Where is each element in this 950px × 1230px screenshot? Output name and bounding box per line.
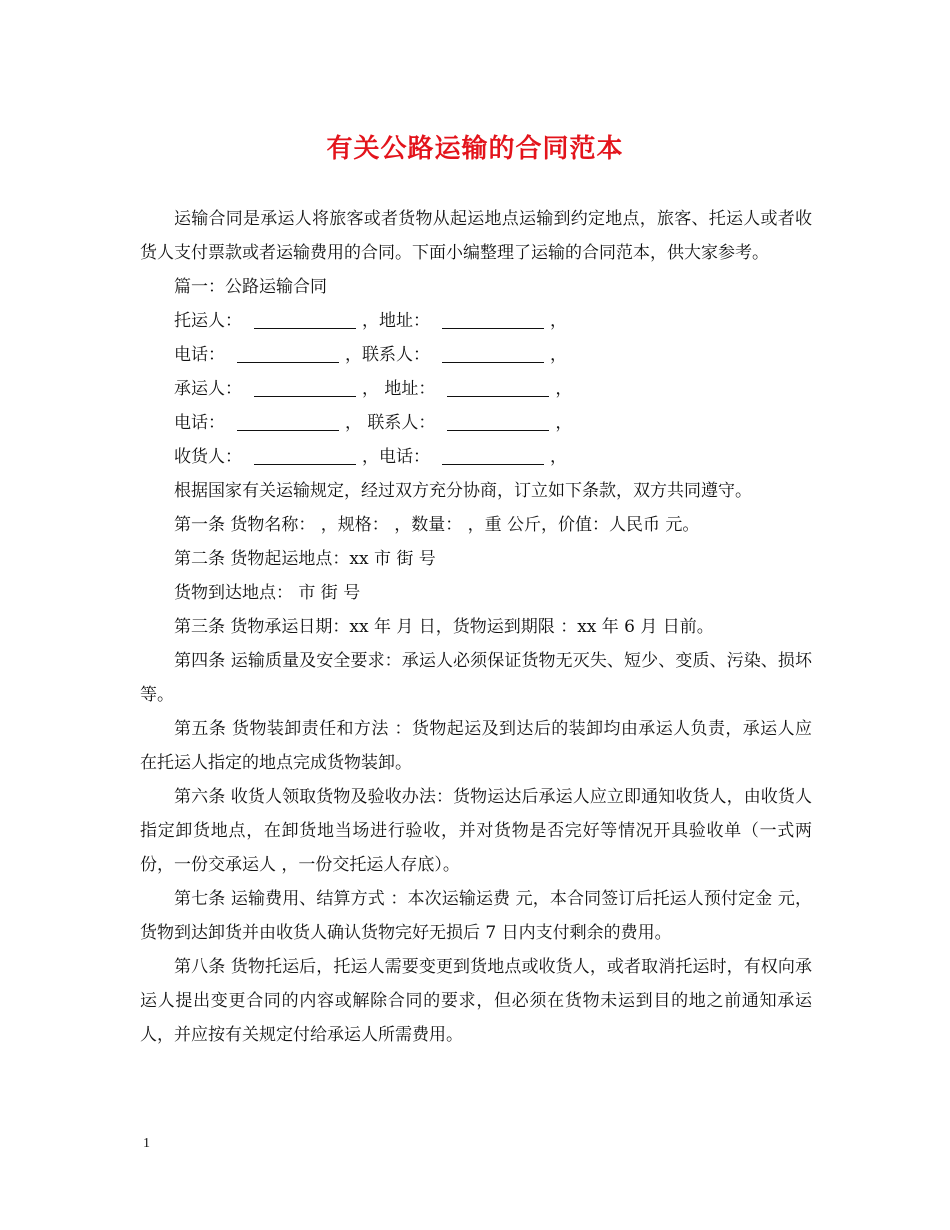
field-label: 收货人： [174, 447, 242, 467]
blank-line [254, 444, 356, 465]
field-row [140, 406, 812, 440]
blank-line [237, 342, 339, 363]
clause-paragraph: 第二条 货物起运地点：xx 市 街 号 [174, 549, 436, 569]
field-label: ，地址： [362, 311, 430, 331]
clause-paragraph: 货物到达地点： 市 街 号 [174, 583, 361, 603]
blank-line [237, 410, 339, 431]
field-end: ， [550, 311, 567, 331]
field-end: ， [550, 447, 567, 467]
clause-paragraph: 第六条 收货人领取货物及验收办法：货物运达后承运人应立即通知收货人，由收货人指定卸货地点，在卸货地当场进行验收，并对货物是否完好等情况开具验收单（一式两份，一份交承运人 ，一份交托运人存底）。 [140, 787, 812, 875]
blank-line [254, 376, 356, 397]
clause-paragraph: 第四条 运输质量及安全要求：承运人必须保证货物无灭失、短少、变质、污染、损坏等。 [140, 651, 812, 705]
field-label: ， 联系人： [345, 413, 436, 433]
field-row [140, 440, 812, 474]
blank-line [447, 376, 549, 397]
clause-paragraph: 根据国家有关运输规定，经过双方充分协商，订立如下条款，双方共同遵守。 [174, 481, 752, 501]
field-end: ， [555, 413, 573, 433]
field-label: 托运人： [174, 311, 242, 331]
field-row [140, 304, 812, 338]
clause-paragraph: 第八条 货物托运后，托运人需要变更到货地点或收货人，或者取消托运时，有权向承运人提出变更合同的内容或解除合同的要求，但必须在货物未运到目的地之前通知承运人，并应按有关规定付给承运人所需费用。 [140, 957, 812, 1045]
intro-paragraph: 运输合同是承运人将旅客或者货物从起运地点运输到约定地点，旅客、托运人或者收货人支付票款或者运输费用的合同。下面小编整理了运输的合同范本，供大家参考。 [140, 209, 812, 263]
blank-line [254, 308, 356, 329]
clause-paragraph: 第一条 货物名称： ，规格： ，数量： ，重 公斤，价值：人民币 元。 [174, 515, 700, 535]
document-body [140, 202, 812, 1052]
clause-paragraph: 第七条 运输费用、结算方式 ：本次运输运费 元，本合同签订后托运人预付定金 元，货物到达卸货并由收货人确认货物完好无损后 7 日内支付剩余的费用。 [140, 889, 812, 943]
field-label: ，电话： [362, 447, 430, 467]
section-heading: 篇一：公路运输合同 [174, 277, 327, 297]
blank-line [442, 444, 544, 465]
clause-paragraph: 第五条 货物装卸责任和方法 ：货物起运及到达后的装卸均由承运人负责，承运人应在托运人指定的地点完成货物装卸。 [140, 719, 812, 773]
field-row [140, 338, 812, 372]
field-label: 承运人： [174, 379, 242, 399]
blank-line [442, 342, 544, 363]
blank-line [447, 410, 549, 431]
blank-line [442, 308, 544, 329]
field-label: ， 地址： [362, 379, 436, 399]
field-label: 电话： [174, 345, 225, 365]
field-row [140, 372, 812, 406]
party-fields [140, 304, 812, 474]
field-end: ， [550, 345, 567, 365]
field-label: 电话： [174, 413, 225, 433]
field-label: ，联系人： [345, 345, 430, 365]
page-number: 1 [143, 1136, 150, 1151]
clause-paragraph: 第三条 货物承运日期：xx 年 月 日，货物运到期限 ：xx 年 6 月 日前。 [174, 617, 714, 637]
field-end: ， [555, 379, 573, 399]
document-title: 有关公路运输的合同范本 [326, 134, 624, 164]
